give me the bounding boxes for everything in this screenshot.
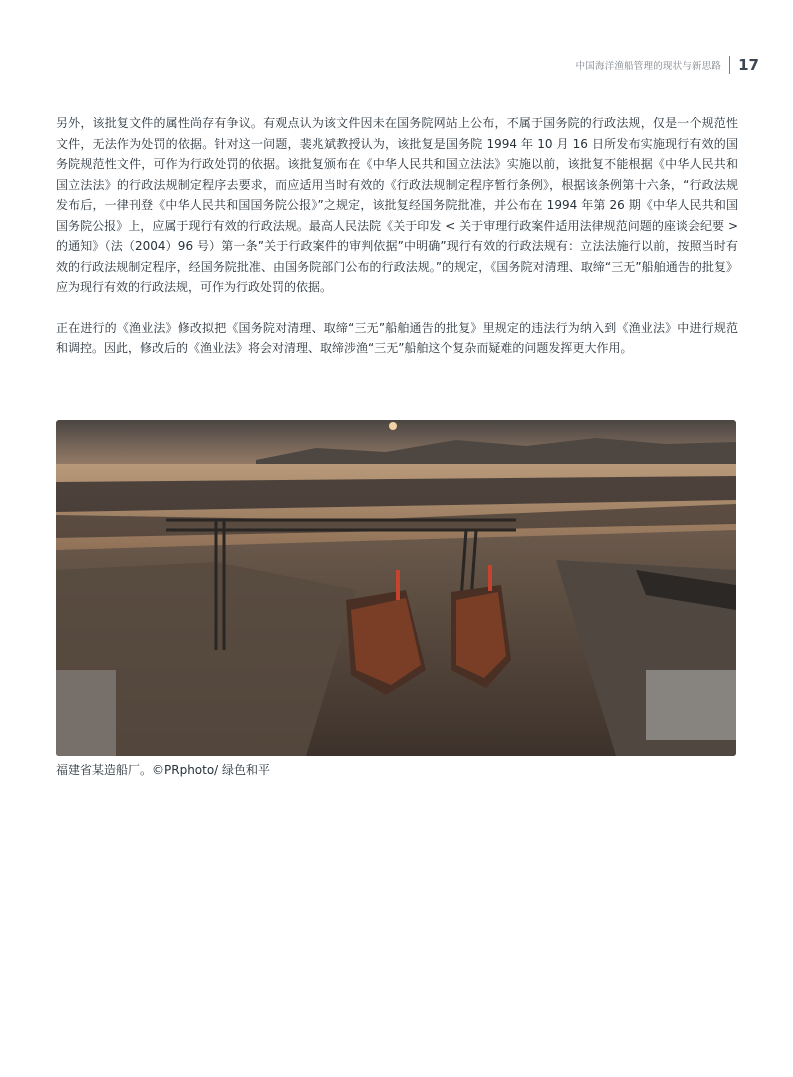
body-text: [56, 113, 738, 359]
shipyard-photo-illustration: [56, 420, 736, 756]
photo-caption: 福建省某造船厂。©PRphoto/ 绿色和平: [56, 763, 271, 777]
running-header: [576, 54, 759, 76]
header-title: 中国海洋渔船管理的现状与新思路: [575, 61, 722, 72]
paragraph-1: 另外，该批复文件的属性尚存有争议。有观点认为该文件因未在国务院网站上公布，不属于国务院的行政法规，仅是一个规范性文件，无法作为处罚的依据。针对这一问题，裴兆斌教授认为，该批复是国务院 1994 年 10 月 16 日所发布实施现行有效的国务院规范性文件，可作为行政处罚的依据。该批复颁布在《中华人民共和国立法法》实施以前，该批复不能根据《中华人民共和国立法法》的行政法规制定程序去要求，而应适用当时有效的《行政法规制定程序暂行条例》，根据该条例第十六条，“行政法规发布后，一律刊登《中华人民共和国国务院公报》”之规定，该批复经国务院批准，并公布在 1994 年第 26 期《中华人民共和国国务院公报》上，应属于现行有效的行政法规。最高人民法院《关于印发 < 关于审理行政案件适用法律规范问题的座谈会纪要 > 的通知》（法（2004）96 号）第一条”关于行政案件的审判依据”中明确”现行有效的行政法规有：立法法施行以前，按照当时有效的行政法规制定程序，经国务院批准、由国务院部门公布的行政法规。”的规定，《国务院对清理、取缔“三无”船舶通告的批复》应为现行有效的行政法规，可作为行政处罚的依据。: [56, 116, 738, 294]
paragraph-2: 正在进行的《渔业法》修改拟把《国务院对清理、取缔“三无”船舶通告的批复》里规定的违法行为纳入到《渔业法》中进行规范和调控。因此，修改后的《渔业法》将会对清理、取缔涉渔“三无”船舶这个复杂而疑难的问题发挥更大作用。: [56, 320, 738, 355]
shipyard-photo: [56, 420, 736, 756]
header-divider: [729, 56, 730, 74]
page-number: 17: [738, 56, 759, 74]
